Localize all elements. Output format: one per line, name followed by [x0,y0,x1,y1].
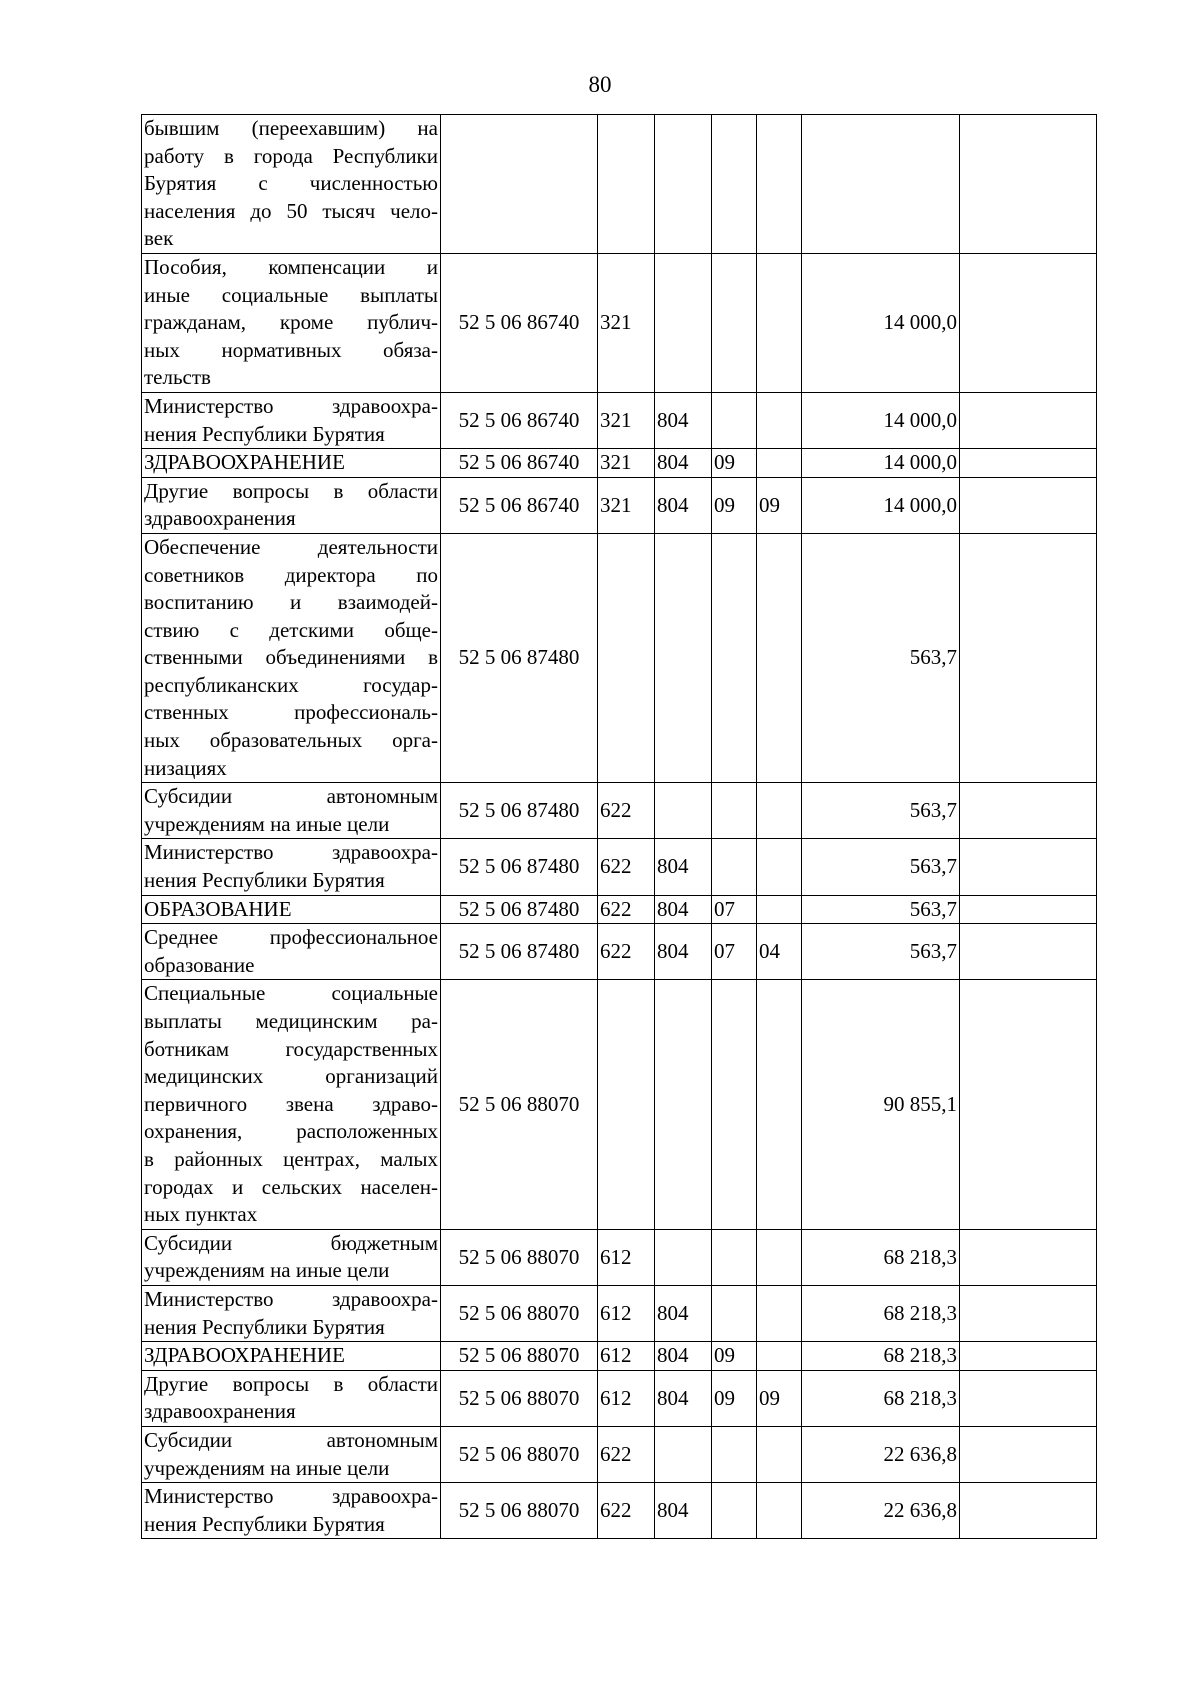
table-row [142,477,1097,533]
cell-subsection [757,449,802,478]
table-row [142,1229,1097,1285]
cell-subsection [757,115,802,254]
item-name-line: выплаты медицинским ра- [144,1009,438,1033]
table-row [142,1285,1097,1341]
cell-expense-type [598,533,655,782]
cell-expense-type: 622 [598,839,655,895]
cell-subsection [757,1483,802,1539]
cell-target-article: 52 5 06 88070 [441,1342,598,1371]
item-name-line: ственными объединениями в [144,645,438,670]
cell-item-name [142,449,441,478]
cell-section [712,1285,757,1341]
cell-section: 07 [712,924,757,980]
cell-extra-empty [960,1483,1097,1539]
item-name-line: Субсидии автономным [144,1427,438,1452]
cell-section [712,839,757,895]
table-row [142,1370,1097,1426]
cell-item-name [142,980,441,1229]
cell-ministry-code: 804 [655,449,712,478]
cell-target-article: 52 5 06 87480 [441,533,598,782]
cell-section [712,783,757,839]
item-name-line: ственных профессиональ- [144,700,438,725]
cell-expense-type: 321 [598,253,655,392]
cell-amount: 22 636,8 [802,1426,960,1482]
cell-target-article: 52 5 06 86740 [441,477,598,533]
cell-amount: 14 000,0 [802,392,960,448]
table-row [142,253,1097,392]
cell-amount [802,115,960,254]
cell-expense-type: 321 [598,449,655,478]
cell-target-article: 52 5 06 88070 [441,980,598,1229]
cell-expense-type [598,115,655,254]
cell-amount: 14 000,0 [802,449,960,478]
cell-item-name [142,895,441,924]
cell-section: 09 [712,1342,757,1371]
cell-amount: 90 855,1 [802,980,960,1229]
item-name-line: нения Республики Бурятия [144,868,385,893]
cell-ministry-code: 804 [655,895,712,924]
cell-ministry-code: 804 [655,924,712,980]
item-name-line: ных образовательных орга- [144,728,438,753]
item-name-line: учреждениям на иные цели [144,1455,390,1480]
item-name-line: низациях [144,755,227,780]
cell-subsection [757,253,802,392]
item-name-line: Субсидии бюджетным [144,1230,438,1255]
cell-target-article: 52 5 06 87480 [441,839,598,895]
cell-target-article: 52 5 06 88070 [441,1426,598,1482]
cell-subsection: 04 [757,924,802,980]
cell-extra-empty [960,392,1097,448]
cell-subsection [757,1426,802,1482]
cell-ministry-code: 804 [655,1285,712,1341]
cell-ministry-code [655,1229,712,1285]
cell-item-name [142,783,441,839]
cell-target-article: 52 5 06 86740 [441,253,598,392]
table-body [142,115,1097,1539]
cell-amount: 14 000,0 [802,477,960,533]
item-name-line: ных пунктах [144,1202,258,1227]
item-name-line: здравоохранения [144,506,296,531]
table-row [142,1483,1097,1539]
cell-section [712,1229,757,1285]
cell-item-name [142,392,441,448]
cell-amount: 563,7 [802,783,960,839]
table-row [142,839,1097,895]
cell-ministry-code [655,115,712,254]
cell-item-name [142,1483,441,1539]
cell-item-name [142,533,441,782]
cell-ministry-code: 804 [655,1342,712,1371]
page-number: 80 [588,72,612,97]
item-name-line: ЗДРАВООХРАНЕНИЕ [144,450,345,475]
cell-item-name [142,839,441,895]
item-name-line: нения Республики Бурятия [144,1511,385,1536]
cell-section [712,253,757,392]
item-name-line: в районных центрах, малых [144,1146,438,1171]
cell-expense-type: 612 [598,1370,655,1426]
item-name-line: Министерство здравоохра- [144,1484,438,1509]
item-name-line: Бурятия с численностью [144,171,438,196]
table-row [142,1342,1097,1371]
cell-item-name [142,1370,441,1426]
cell-expense-type: 622 [598,1426,655,1482]
cell-extra-empty [960,839,1097,895]
cell-subsection [757,392,802,448]
cell-ministry-code [655,980,712,1229]
cell-amount: 14 000,0 [802,253,960,392]
item-name-line: Субсидии автономным [144,784,438,809]
cell-expense-type: 612 [598,1342,655,1371]
item-name-line: учреждениям на иные цели [144,1258,390,1283]
cell-expense-type: 622 [598,924,655,980]
cell-extra-empty [960,449,1097,478]
cell-extra-empty [960,924,1097,980]
item-name-line: ных нормативных обяза- [144,337,438,362]
table-row [142,533,1097,782]
item-name-line: охранения, расположенных [144,1119,438,1144]
cell-target-article: 52 5 06 87480 [441,924,598,980]
cell-target-article: 52 5 06 88070 [441,1370,598,1426]
item-name-line: Среднее профессиональное [144,925,438,950]
cell-target-article: 52 5 06 87480 [441,783,598,839]
cell-extra-empty [960,253,1097,392]
cell-item-name [142,1342,441,1371]
cell-ministry-code [655,1426,712,1482]
cell-expense-type: 622 [598,895,655,924]
cell-item-name [142,1229,441,1285]
table-row [142,980,1097,1229]
item-name-line: республиканских государ- [144,672,438,697]
cell-target-article [441,115,598,254]
cell-section [712,980,757,1229]
cell-expense-type: 612 [598,1229,655,1285]
cell-extra-empty [960,783,1097,839]
cell-subsection [757,1229,802,1285]
cell-extra-empty [960,980,1097,1229]
cell-amount: 22 636,8 [802,1483,960,1539]
budget-table [141,114,1097,1539]
cell-extra-empty [960,1285,1097,1341]
item-name-line: воспитанию и взаимодей- [144,590,438,615]
cell-extra-empty [960,477,1097,533]
item-name-line: иные социальные выплаты [144,282,438,307]
cell-extra-empty [960,1229,1097,1285]
cell-section [712,1426,757,1482]
table-row [142,895,1097,924]
cell-subsection [757,1342,802,1371]
cell-subsection [757,1285,802,1341]
cell-ministry-code [655,533,712,782]
cell-amount: 563,7 [802,895,960,924]
cell-amount: 68 218,3 [802,1370,960,1426]
cell-subsection: 09 [757,477,802,533]
cell-ministry-code: 804 [655,1483,712,1539]
cell-extra-empty [960,1342,1097,1371]
cell-amount: 68 218,3 [802,1285,960,1341]
cell-ministry-code: 804 [655,477,712,533]
cell-expense-type: 622 [598,783,655,839]
cell-section [712,1483,757,1539]
item-name-line: нения Республики Бурятия [144,1314,385,1339]
cell-section: 09 [712,477,757,533]
cell-subsection [757,839,802,895]
cell-subsection [757,980,802,1229]
item-name-line: Другие вопросы в области [144,1371,438,1396]
item-name-line: первичного звена здраво- [144,1091,438,1116]
cell-section: 09 [712,449,757,478]
cell-expense-type: 612 [598,1285,655,1341]
item-name-line: Специальные социальные [144,981,438,1006]
cell-section [712,533,757,782]
item-name-line: здравоохранения [144,1399,296,1424]
item-name-line: ЗДРАВООХРАНЕНИЕ [144,1343,345,1368]
cell-amount: 563,7 [802,533,960,782]
item-name-line: бывшим (переехавшим) на [144,116,438,140]
cell-target-article: 52 5 06 86740 [441,449,598,478]
cell-target-article: 52 5 06 88070 [441,1483,598,1539]
item-name-line: Министерство здравоохра- [144,393,438,418]
cell-extra-empty [960,1426,1097,1482]
table-row [142,392,1097,448]
item-name-line: Министерство здравоохра- [144,840,438,865]
item-name-line: гражданам, кроме публич- [144,310,438,335]
item-name-line: работу в города Республики [144,143,438,168]
table-row [142,115,1097,254]
item-name-line: населения до 50 тысяч чело- [144,198,438,223]
table-row [142,1426,1097,1482]
cell-section [712,392,757,448]
table-row [142,449,1097,478]
cell-subsection [757,783,802,839]
cell-expense-type: 321 [598,477,655,533]
item-name-line: век [144,226,174,251]
item-name-line: образование [144,952,255,977]
item-name-line: советников директора по [144,562,438,587]
cell-expense-type: 622 [598,1483,655,1539]
cell-target-article: 52 5 06 88070 [441,1229,598,1285]
cell-amount: 68 218,3 [802,1342,960,1371]
cell-ministry-code [655,783,712,839]
cell-expense-type: 321 [598,392,655,448]
item-name-line: учреждениям на иные цели [144,811,390,836]
table-row [142,924,1097,980]
cell-extra-empty [960,1370,1097,1426]
cell-ministry-code: 804 [655,839,712,895]
cell-target-article: 52 5 06 87480 [441,895,598,924]
cell-section: 07 [712,895,757,924]
item-name-line: медицинских организаций [144,1064,438,1089]
cell-amount: 563,7 [802,924,960,980]
cell-subsection: 09 [757,1370,802,1426]
cell-item-name [142,1285,441,1341]
item-name-line: Пособия, компенсации и [144,254,438,279]
item-name-line: ботникам государственных [144,1036,438,1061]
cell-amount: 563,7 [802,839,960,895]
cell-ministry-code: 804 [655,392,712,448]
table-row [142,783,1097,839]
cell-amount: 68 218,3 [802,1229,960,1285]
cell-ministry-code [655,253,712,392]
cell-expense-type [598,980,655,1229]
item-name-line: Обеспечение деятельности [144,534,438,559]
cell-item-name [142,253,441,392]
item-name-line: тельств [144,365,211,390]
item-name-line: ОБРАЗОВАНИЕ [144,896,292,921]
item-name-line: нения Республики Бурятия [144,421,385,446]
cell-item-name [142,477,441,533]
cell-item-name [142,115,441,254]
item-name-line: городах и сельских населен- [144,1174,438,1199]
cell-section: 09 [712,1370,757,1426]
item-name-line: Министерство здравоохра- [144,1286,438,1311]
cell-item-name [142,924,441,980]
cell-extra-empty [960,895,1097,924]
cell-subsection [757,895,802,924]
item-name-line: ствию с детскими обще- [144,617,438,642]
cell-target-article: 52 5 06 86740 [441,392,598,448]
cell-extra-empty [960,115,1097,254]
cell-subsection [757,533,802,782]
cell-target-article: 52 5 06 88070 [441,1285,598,1341]
cell-ministry-code: 804 [655,1370,712,1426]
cell-section [712,115,757,254]
cell-extra-empty [960,533,1097,782]
cell-item-name [142,1426,441,1482]
item-name-line: Другие вопросы в области [144,478,438,503]
